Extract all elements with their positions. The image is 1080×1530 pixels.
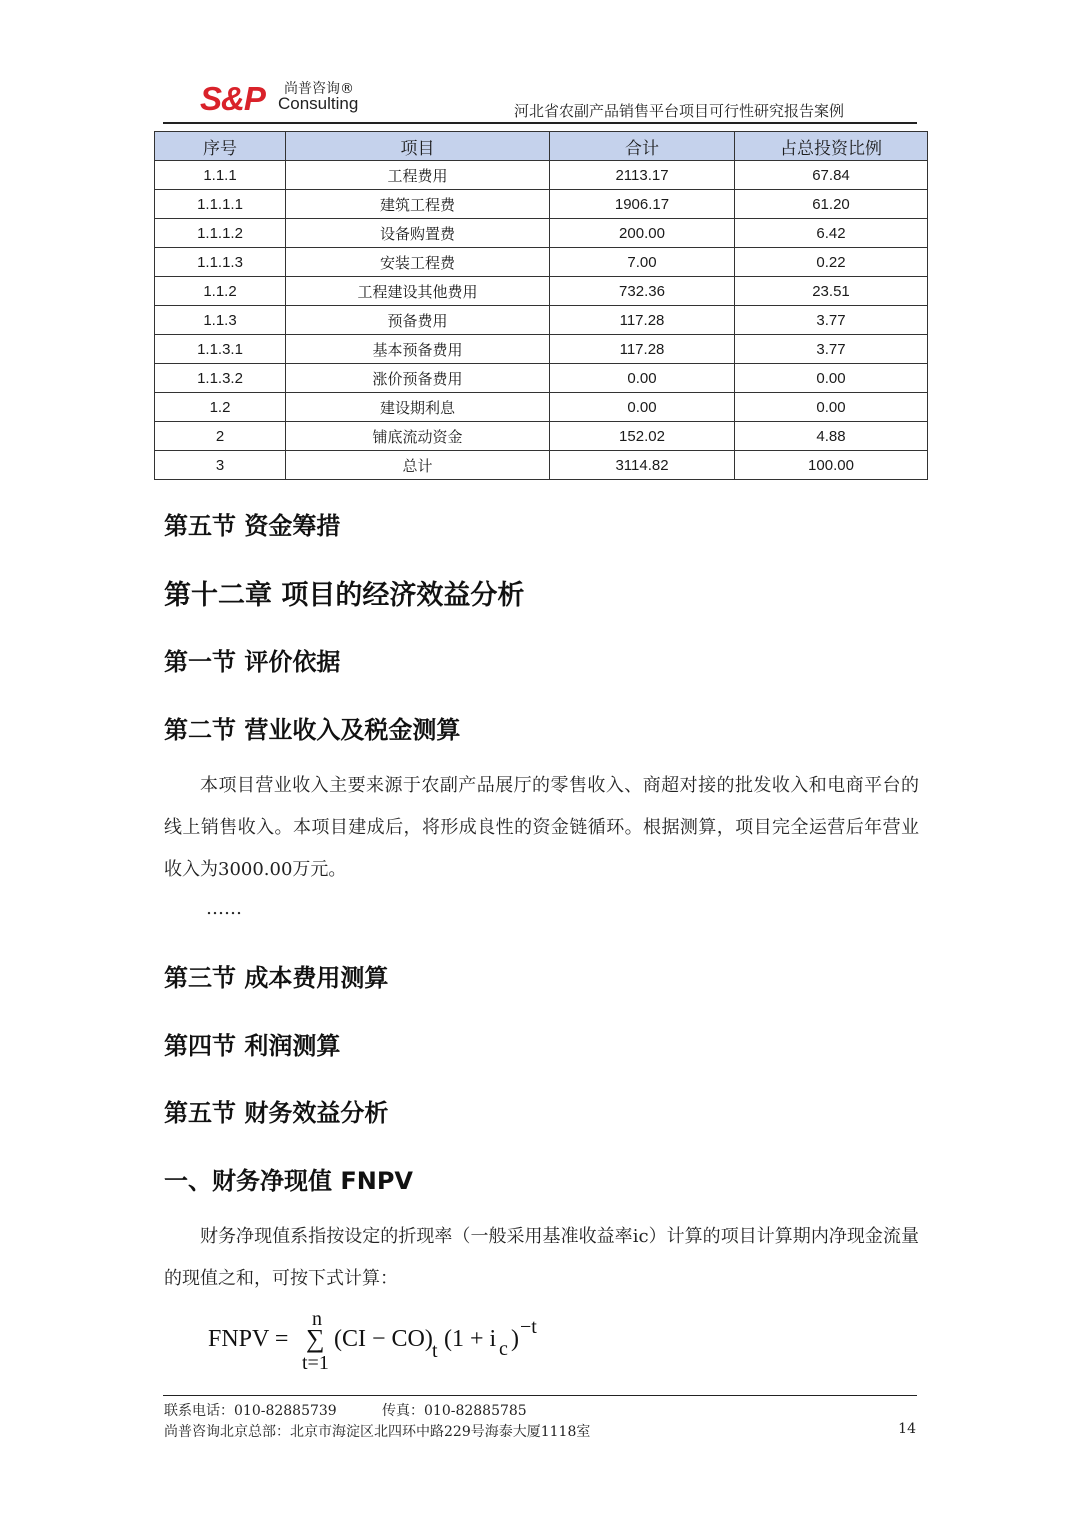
cell-no: 1.1.1.3 [155, 248, 286, 277]
cell-total: 1906.17 [550, 190, 735, 219]
cell-item: 建设期利息 [286, 393, 550, 422]
column-header-no: 序号 [155, 132, 286, 161]
table-row [155, 248, 928, 277]
logo-mark: S&P [200, 80, 265, 117]
heading-section4-profit: 第四节 利润测算 [164, 1032, 341, 1060]
cell-total: 7.00 [550, 248, 735, 277]
formula-exponent: −t [520, 1316, 537, 1338]
formula-sum-lower: t=1 [302, 1352, 329, 1374]
cell-item: 预备费用 [286, 306, 550, 335]
heading-section1-basis: 第一节 评价依据 [164, 648, 341, 676]
cell-total: 0.00 [550, 393, 735, 422]
heading-chapter12: 第十二章 项目的经济效益分析 [164, 580, 525, 611]
page-number: 14 [898, 1421, 916, 1437]
heading-fnpv: 一、财务净现值 FNPV [164, 1167, 413, 1195]
table-row [155, 393, 928, 422]
table-header-row [155, 132, 928, 161]
document-title: 河北省农副产品销售平台项目可行性研究报告案例 [513, 102, 844, 120]
cell-ratio: 3.77 [735, 335, 928, 364]
logo-chinese-name: 尚普咨询® [284, 81, 354, 97]
cell-total: 117.28 [550, 306, 735, 335]
cell-total: 117.28 [550, 335, 735, 364]
cell-item: 建筑工程费 [286, 190, 550, 219]
cell-total: 3114.82 [550, 451, 735, 480]
cell-ratio: 61.20 [735, 190, 928, 219]
footer-address: 尚普咨询北京总部：北京市海淀区北四环中路229号海泰大厦1118室 [164, 1424, 591, 1440]
cell-no: 3 [155, 451, 286, 480]
heading-section5-fund-raising: 第五节 资金筹措 [164, 512, 341, 540]
cell-ratio: 6.42 [735, 219, 928, 248]
formula-lhs: FNPV = [208, 1326, 289, 1352]
footer-phone: 联系电话：010-82885739 [164, 1403, 337, 1419]
table-row [155, 161, 928, 190]
cell-item: 设备购置费 [286, 219, 550, 248]
cell-total: 152.02 [550, 422, 735, 451]
cell-item: 工程费用 [286, 161, 550, 190]
cell-ratio: 23.51 [735, 277, 928, 306]
cell-total: 2113.17 [550, 161, 735, 190]
table-row [155, 277, 928, 306]
table-row [155, 364, 928, 393]
paragraph-fnpv: 财务净现值系指按设定的折现率（一般采用基准收益率ic）计算的项目计算期内净现金流量的现值之和，可按下式计算： [164, 1226, 919, 1289]
heading-section2-revenue: 第二节 营业收入及税金测算 [164, 716, 461, 744]
cell-ratio: 0.00 [735, 364, 928, 393]
cell-ratio: 67.84 [735, 161, 928, 190]
cell-no: 2 [155, 422, 286, 451]
fnpv-formula [208, 1308, 568, 1380]
formula-sum-upper: n [312, 1308, 322, 1330]
cell-ratio: 0.00 [735, 393, 928, 422]
table-row [155, 451, 928, 480]
cell-no: 1.1.3.1 [155, 335, 286, 364]
formula-subscript-t: t [432, 1340, 438, 1362]
cell-item: 基本预备费用 [286, 335, 550, 364]
cell-total: 0.00 [550, 364, 735, 393]
footer-divider [163, 1395, 917, 1396]
table-row [155, 190, 928, 219]
table-row [155, 335, 928, 364]
cell-ratio: 4.88 [735, 422, 928, 451]
cell-no: 1.1.2 [155, 277, 286, 306]
cell-no: 1.1.1 [155, 161, 286, 190]
cell-item: 总计 [286, 451, 550, 480]
cell-no: 1.1.3 [155, 306, 286, 335]
heading-section5-financial: 第五节 财务效益分析 [164, 1099, 389, 1127]
cell-item: 安装工程费 [286, 248, 550, 277]
heading-section3-cost: 第三节 成本费用测算 [164, 964, 389, 992]
column-header-item: 项目 [286, 132, 550, 161]
cell-no: 1.2 [155, 393, 286, 422]
cell-no: 1.1.1.1 [155, 190, 286, 219]
column-header-total: 合计 [550, 132, 735, 161]
table-row [155, 422, 928, 451]
cell-ratio: 100.00 [735, 451, 928, 480]
formula-term-discount: (1 + i [444, 1326, 497, 1352]
cell-ratio: 0.22 [735, 248, 928, 277]
cell-item: 涨价预备费用 [286, 364, 550, 393]
table-row [155, 219, 928, 248]
logo-english-name: Consulting [278, 94, 359, 113]
paragraph-ellipsis: …… [206, 898, 242, 919]
cell-total: 732.36 [550, 277, 735, 306]
cell-item: 工程建设其他费用 [286, 277, 550, 306]
cell-item: 铺底流动资金 [286, 422, 550, 451]
paragraph-revenue: 本项目营业收入主要来源于农副产品展厅的零售收入、商超对接的批发收入和电商平台的线上销售收入。本项目建成后，将形成良性的资金链循环。根据测算，项目完全运营后年营业收入为3000.00万元。 [164, 775, 919, 880]
column-header-ratio: 占总投资比例 [735, 132, 928, 161]
formula-close-paren: ) [511, 1326, 519, 1352]
cell-total: 200.00 [550, 219, 735, 248]
header-divider [163, 122, 917, 124]
formula-sigma: ∑ [306, 1324, 325, 1353]
formula-term-cashflow: (CI − CO) [334, 1326, 433, 1352]
formula-subscript-c: c [499, 1338, 508, 1360]
footer-fax: 传真：010-82885785 [382, 1403, 527, 1419]
cell-ratio: 3.77 [735, 306, 928, 335]
table-row [155, 306, 928, 335]
cell-no: 1.1.1.2 [155, 219, 286, 248]
cell-no: 1.1.3.2 [155, 364, 286, 393]
investment-table [154, 131, 928, 480]
